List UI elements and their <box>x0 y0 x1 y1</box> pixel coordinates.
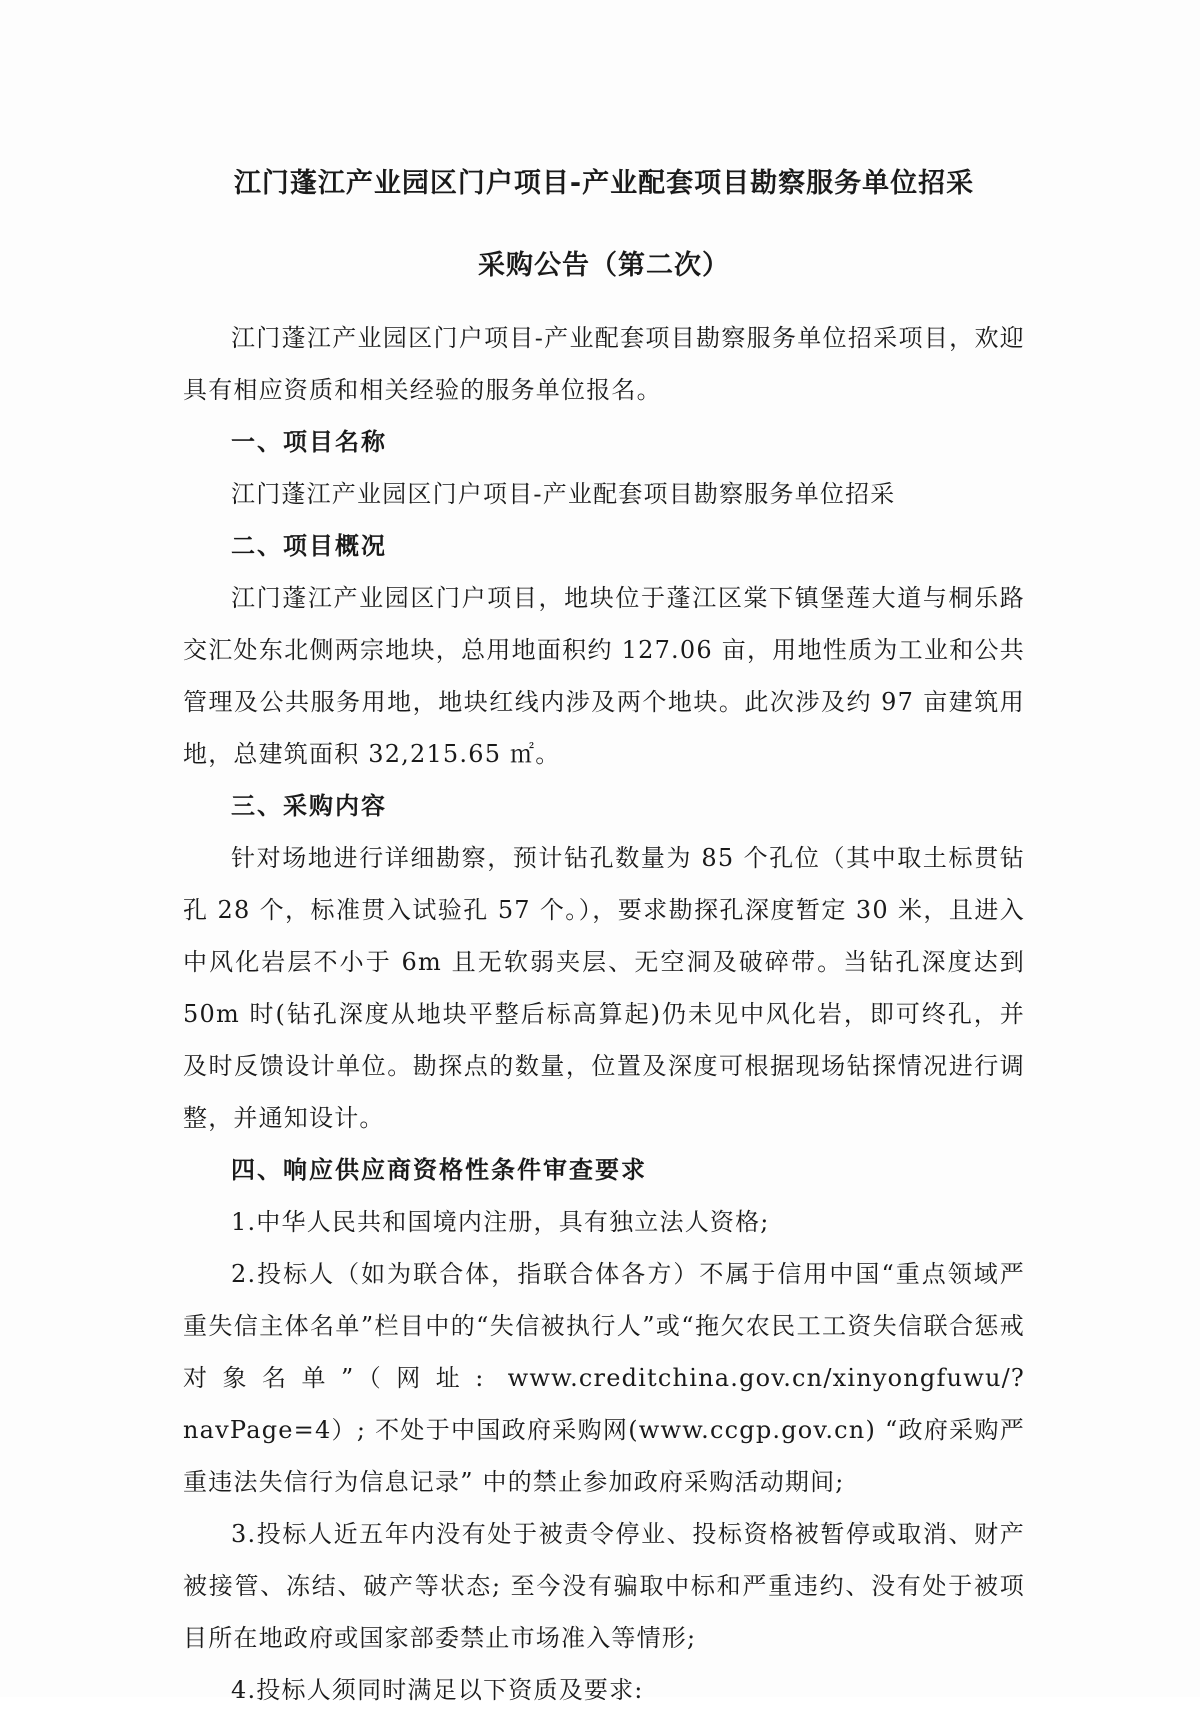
section-3-text: 针对场地进行详细勘察，预计钻孔数量为 85 个孔位（其中取土标贯钻孔 28 个，标准贯入试验孔 57 个。），要求勘探孔深度暂定 30 米，且进入中风化岩层不小于 6m 且无软弱夹层、无空洞及破碎带。当钻孔深度达到 50m 时(钻孔深度从地块平整后标高算起)仍未见中风化岩，即可终孔，并及时反馈设计单位。勘探点的数量，位置及深度可根据现场钻探情况进行调整，并通知设计。 <box>183 844 1025 1132</box>
document-title-line-2: 采购公告（第二次） <box>478 250 730 281</box>
section-4-item-1: 1.中华人民共和国境内注册，具有独立法人资格; <box>231 1208 770 1236</box>
section-3-heading: 三、采购内容 <box>231 792 387 820</box>
document-title-line-1: 江门蓬江产业园区门户项目-产业配套项目勘察服务单位招采 <box>233 168 975 199</box>
intro-paragraph: 江门蓬江产业园区门户项目-产业配套项目勘察服务单位招采项目，欢迎具有相应资质和相关经验的服务单位报名。 <box>183 324 1025 404</box>
document-content <box>183 164 1025 1716</box>
section-4-heading: 四、响应供应商资格性条件审查要求 <box>231 1156 647 1184</box>
section-2-heading: 二、项目概况 <box>231 532 387 560</box>
section-4-item-4: 4.投标人须同时满足以下资质及要求: <box>231 1676 644 1704</box>
section-1-text: 江门蓬江产业园区门户项目-产业配套项目勘察服务单位招采 <box>231 480 896 508</box>
section-4-item-3: 3.投标人近五年内没有处于被责令停业、投标资格被暂停或取消、财产被接管、冻结、破产等状态; 至今没有骗取中标和严重违约、没有处于被项目所在地政府或国家部委禁止市场准入等情形; <box>183 1520 1025 1652</box>
section-1-heading: 一、项目名称 <box>231 428 387 456</box>
document-body <box>183 312 1025 1716</box>
section-4-item-2: 2.投标人（如为联合体，指联合体各方）不属于信用中国“重点领域严重失信主体名单”栏目中的“失信被执行人”或“拖欠农民工工资失信联合惩戒对象名单”（网址: www.creditchina.gov.cn/xinyongfuwu/?navPage=4）; 不处于中国政府采购网(www.ccgp.gov.cn) “政府采购严重违法失信行为信息记录” 中的禁止参加政府采购活动期间; <box>183 1260 1025 1496</box>
section-2-text: 江门蓬江产业园区门户项目，地块位于蓬江区棠下镇堡莲大道与桐乐路交汇处东北侧两宗地块，总用地面积约 127.06 亩，用地性质为工业和公共管理及公共服务用地，地块红线内涉及两个地块。此次涉及约 97 亩建筑用地，总建筑面积 32,215.65 ㎡。 <box>183 584 1025 768</box>
